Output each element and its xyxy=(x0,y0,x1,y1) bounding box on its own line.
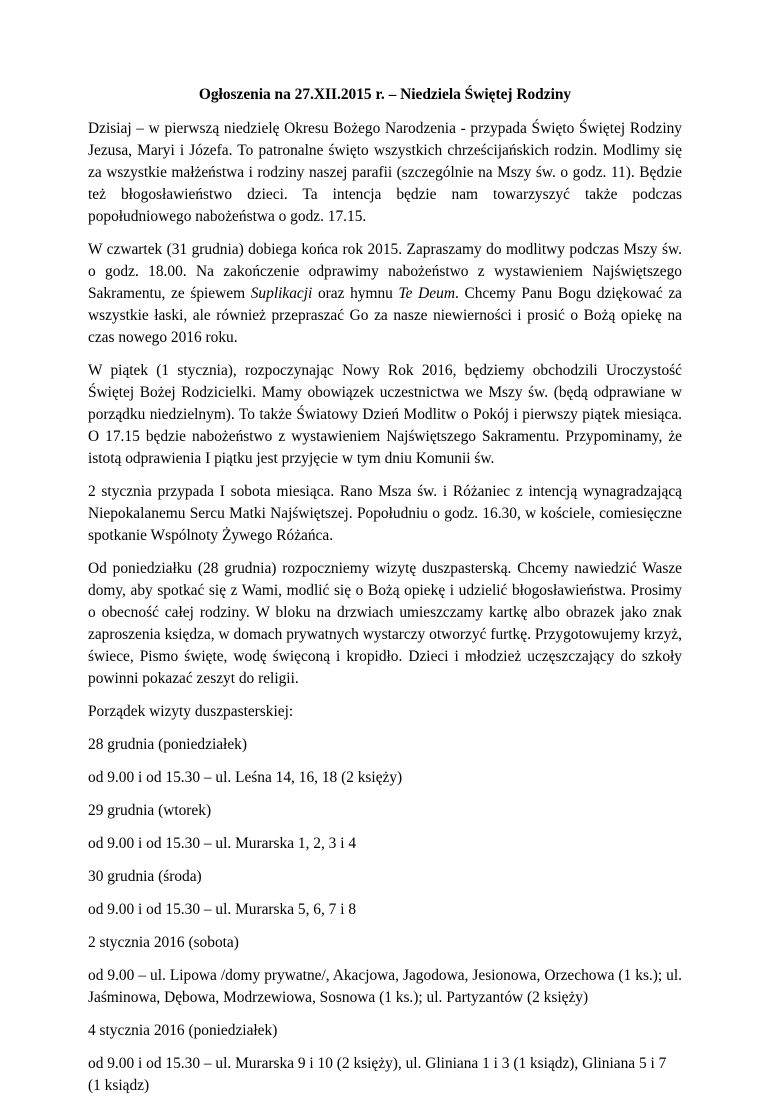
announcement-page xyxy=(88,84,682,1108)
paragraph-new-year-eve-text-a: W czwartek (31 grudnia) dobiega końca rok 2015. Zapraszamy do modlitwy podczas Mszy św. o godz. 18.00. Na zakończenie odprawimy nabożeństwo z wystawieniem Najświętszego Sakramentu, ze śpiewem xyxy=(88,241,682,302)
schedule-day: 28 grudnia (poniedziałek) xyxy=(88,736,247,753)
schedule-day: 4 stycznia 2016 (poniedziałek) xyxy=(88,1022,278,1039)
schedule-heading: Porządek wizyty duszpasterskiej: xyxy=(88,703,294,720)
te-deum-emphasis: Te Deum xyxy=(398,285,455,302)
schedule-day: 2 stycznia 2016 (sobota) xyxy=(88,934,239,951)
suplikacji-emphasis: Suplikacji xyxy=(250,285,313,302)
schedule-details: od 9.00 i od 15.30 – ul. Murarska 1, 2, 3 i 4 xyxy=(88,835,357,852)
schedule-details: od 9.00 i od 15.30 – ul. Murarska 9 i 10 (2 księży), ul. Gliniana 1 i 3 (1 ksiądz), Gliniana 5 i 7 (1 ksiądz) xyxy=(88,1055,667,1094)
schedule-day: 29 grudnia (wtorek) xyxy=(88,802,212,819)
paragraph-new-year-eve xyxy=(88,239,682,349)
paragraph-first-saturday: 2 stycznia przypada I sobota miesiąca. Rano Msza św. i Różaniec z intencją wynagradzającą Niepokalanemu Sercu Matki Najświętszej. Popołudniu o godz. 16.30, w kościele, comiesięczne spotkanie Wspólnoty Żywego Różańca. xyxy=(88,483,682,544)
paragraph-new-year-eve-text-c: . Chcemy Panu Bogu dziękować za wszystkie łaski, ale również przepraszać Go za nasze niewierności i prosić o Bożą opiekę na czas nowego 2016 roku. xyxy=(88,285,682,346)
schedule-day: 30 grudnia (środa) xyxy=(88,868,202,885)
schedule-details: od 9.00 – ul. Lipowa /domy prywatne/, Akacjowa, Jagodowa, Jesionowa, Orzechowa (1 ks.); ul. Jaśminowa, Dębowa, Modrzewiowa, Sosnowa (1 ks.); ul. Partyzantów (2 księży) xyxy=(88,967,682,1006)
document-title: Ogłoszenia na 27.XII.2015 r. – Niedziela Świętej Rodziny xyxy=(198,86,572,103)
paragraph-holy-family: Dzisiaj – w pierwszą niedzielę Okresu Bożego Narodzenia - przypada Święto Świętej Rodziny Jezusa, Maryi i Józefa. To patronalne święto wszystkich chrześcijańskich rodzin. Modlimy się za wszystkie małżeństwa i rodziny naszej parafii (szczególnie na Mszy św. o godz. 11). Będzie też błogosławieństwo dzieci. Ta intencja będzie nam towarzyszyć także podczas popołudniowego nabożeństwa o godz. 17.15. xyxy=(88,120,682,225)
paragraph-new-year-day: W piątek (1 stycznia), rozpoczynając Nowy Rok 2016, będziemy obchodzili Uroczystość Świętej Bożej Rodzicielki. Mamy obowiązek uczestnictwa we Mszy św. (będą odprawiane w porządku niedzielnym). To także Światowy Dzień Modlitw o Pokój i pierwszy piątek miesiąca. O 17.15 będzie nabożeństwo z wystawieniem Najświętszego Sakramentu. Przypominamy, że istotą odprawienia I piątku jest przyjęcie w tym dniu Komunii św. xyxy=(88,362,682,467)
schedule-details: od 9.00 i od 15.30 – ul. Murarska 5, 6, 7 i 8 xyxy=(88,901,357,918)
schedule-details: od 9.00 i od 15.30 – ul. Leśna 14, 16, 18 (2 księży) xyxy=(88,769,403,786)
paragraph-pastoral-visit: Od poniedziałku (28 grudnia) rozpoczniemy wizytę duszpasterską. Chcemy nawiedzić Wasze domy, aby spotkać się z Wami, modlić się o Bożą opiekę i udzielić błogosławieństwa. Prosimy o obecność całej rodziny. W bloku na drzwiach umieszczamy kartkę albo obrazek jako znak zaproszenia księdza, w domach prywatnych wystarczy otworzyć furtkę. Przygotowujemy krzyż, świece, Pismo święte, wodę święconą i kropidło. Dzieci i młodzież uczęszczający do szkoły powinni pokazać zeszyt do religii. xyxy=(88,560,682,687)
paragraph-new-year-eve-text-b: oraz hymnu xyxy=(312,285,399,302)
